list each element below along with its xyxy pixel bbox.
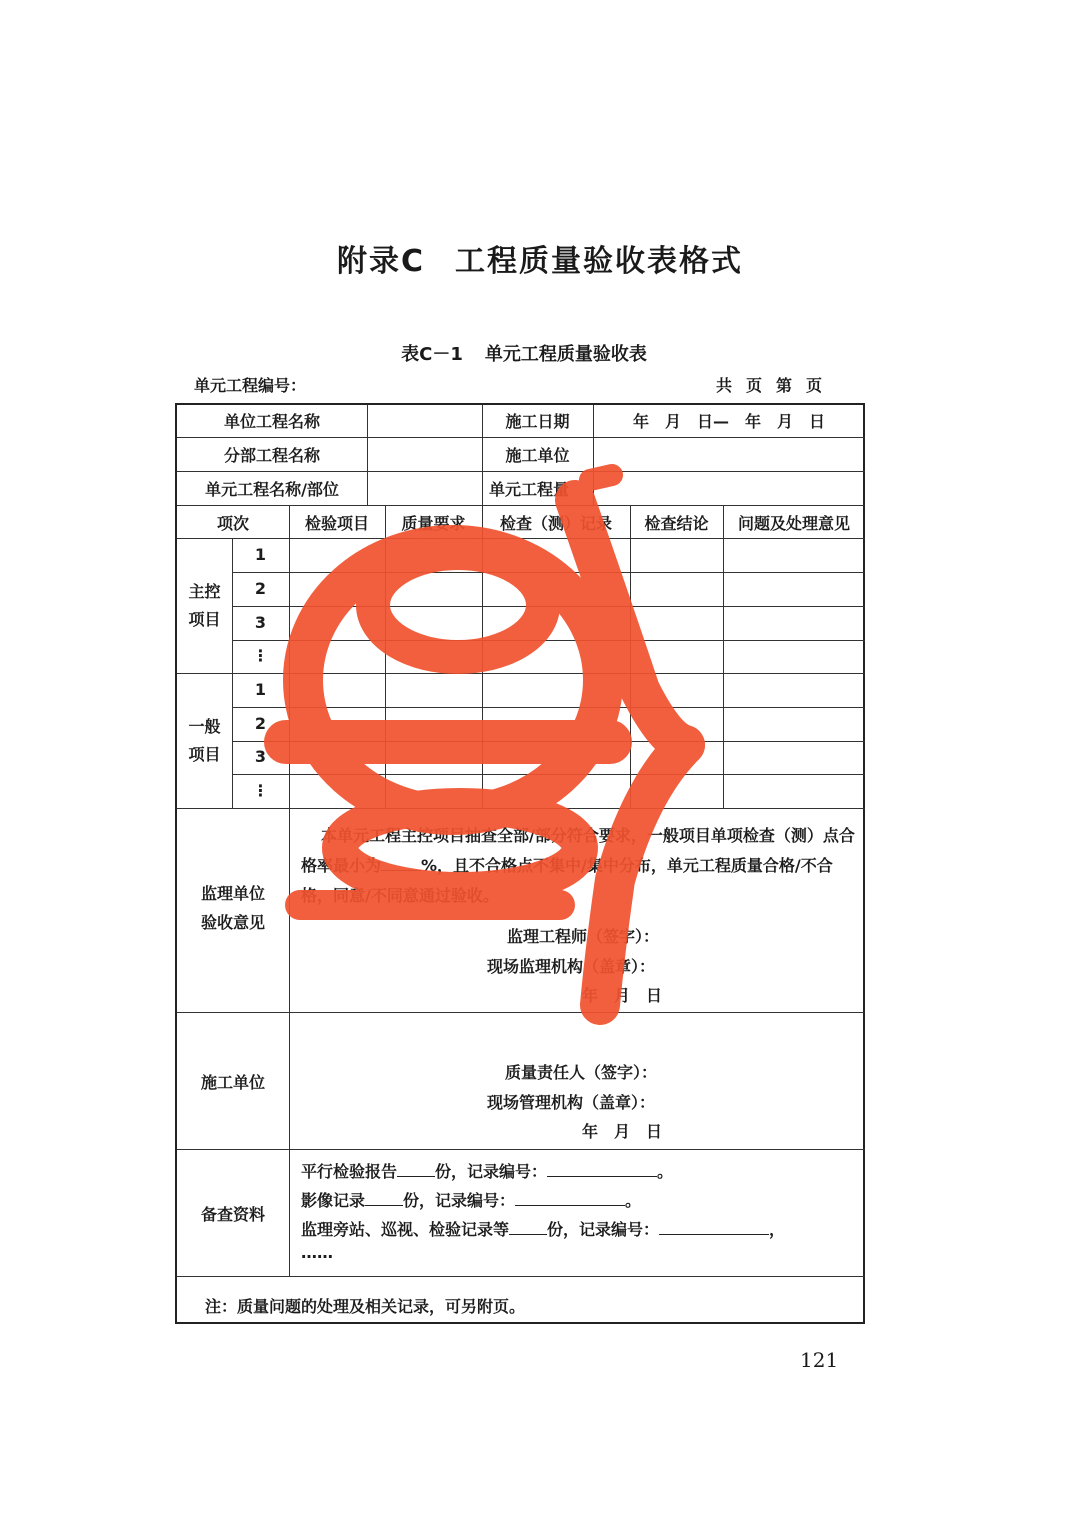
supervision-label-2: 验收意见: [200, 913, 265, 932]
general-item-row-more: ⋮: [252, 781, 269, 800]
col-inspect-item: 检验项目: [304, 514, 369, 533]
main-item-row-3: 3: [254, 613, 267, 632]
col-check-result: 检查结论: [644, 514, 709, 533]
cell-name-label: 单元工程名称/部位: [205, 480, 339, 499]
supervisor-signature-label: 监理工程师（签字）：: [507, 927, 660, 946]
construction-date-value: 年 月 日— 年 月 日: [632, 412, 825, 431]
construction-date-sign-label: 年 月 日: [582, 1122, 663, 1141]
main-item-row-more: ⋮: [252, 646, 269, 665]
construction-unit-section-label: 施工单位: [200, 1073, 265, 1092]
col-issues: 问题及处理意见: [737, 514, 850, 533]
main-item-row-1: 1: [254, 545, 267, 564]
appendix-title: [0, 236, 1080, 280]
supervision-record-label: 监理旁站、巡视、检验记录等: [301, 1220, 510, 1239]
line-3-end: ，: [769, 1220, 786, 1239]
general-items-label-1: 一般: [188, 717, 221, 736]
archive-line-4: ……: [301, 1243, 333, 1262]
parallel-report-no-blank[interactable]: [547, 1176, 657, 1177]
supervision-record-no-label: 份，记录编号：: [547, 1220, 660, 1239]
archive-line-3: [301, 1217, 785, 1240]
page-count: [716, 373, 836, 396]
page-no-label: 第: [776, 376, 793, 395]
unit-number-label: 单元工程编号：: [194, 376, 307, 395]
general-item-row-3: 3: [254, 747, 267, 766]
archive-line-2: [301, 1188, 641, 1211]
supervision-record-count-blank[interactable]: [509, 1234, 547, 1235]
supervision-text-a: 本单元工程主控项目抽查全部/部分符合要求，一般项目单项检查（测）点合格率最小为: [301, 826, 855, 875]
main-item-row-2: 2: [254, 579, 267, 598]
general-items-label-2: 项目: [188, 745, 221, 764]
construction-unit-label: 施工单位: [505, 446, 570, 465]
parallel-report-label: 平行检验报告: [301, 1162, 398, 1181]
page-unit-label: 页: [746, 376, 763, 395]
appendix-prefix: 附录C: [336, 244, 426, 279]
supervision-org-label: 现场监理机构（盖章）：: [487, 957, 656, 976]
archive-label: 备查资料: [200, 1205, 265, 1224]
image-record-no-label: 份，记录编号：: [403, 1191, 516, 1210]
table-caption: [0, 340, 1048, 366]
image-record-no-blank[interactable]: [515, 1205, 625, 1206]
supervision-date-label: 年 月 日: [582, 986, 663, 1005]
form-note: 注：质量问题的处理及相关记录，可另附页。: [205, 1297, 526, 1316]
col-check-record: 检查（测）记录: [499, 514, 612, 533]
main-items-label-1: 主控: [188, 582, 221, 601]
table-number: 表C－1: [401, 344, 463, 365]
page-unit-label-2: 页: [806, 376, 823, 395]
supervision-label-1: 监理单位: [200, 884, 265, 903]
image-record-label: 影像记录: [301, 1191, 366, 1210]
supervision-opinion: [301, 821, 857, 911]
construction-date-label: 施工日期: [505, 412, 570, 431]
page-total-label: 共: [716, 376, 733, 395]
unit-project-name-label: 单位工程名称: [223, 412, 320, 431]
line-1-end: 。: [657, 1162, 674, 1181]
general-item-row-2: 2: [254, 714, 267, 733]
image-record-count-blank[interactable]: [365, 1205, 403, 1206]
quality-signer-label: 质量责任人（签字）：: [505, 1063, 658, 1082]
general-item-row-1: 1: [254, 680, 267, 699]
supervision-text-b: %，且不合格点不集中/集中分布，单元工程质量合格/不合格，同意/不同意通过验收。: [301, 856, 833, 905]
pass-rate-blank[interactable]: [381, 870, 421, 871]
supervision-record-no-blank[interactable]: [659, 1234, 769, 1235]
page-number: 121: [800, 1348, 839, 1372]
parallel-report-no-label: 份，记录编号：: [435, 1162, 548, 1181]
archive-line-1: [301, 1159, 673, 1182]
inspection-form: [175, 403, 865, 1324]
cell-quantity-label: 单元工程量: [489, 480, 570, 499]
main-items-label-2: 项目: [188, 610, 221, 629]
parallel-report-count-blank[interactable]: [397, 1176, 435, 1177]
table-title: 单元工程质量验收表: [484, 344, 647, 365]
appendix-title-text: 工程质量验收表格式: [455, 244, 744, 279]
col-item-order: 项次: [216, 514, 249, 533]
line-2-end: 。: [625, 1191, 642, 1210]
construction-org-label: 现场管理机构（盖章）：: [487, 1093, 656, 1112]
division-name-label: 分部工程名称: [223, 446, 320, 465]
col-quality-req: 质量要求: [401, 514, 466, 533]
